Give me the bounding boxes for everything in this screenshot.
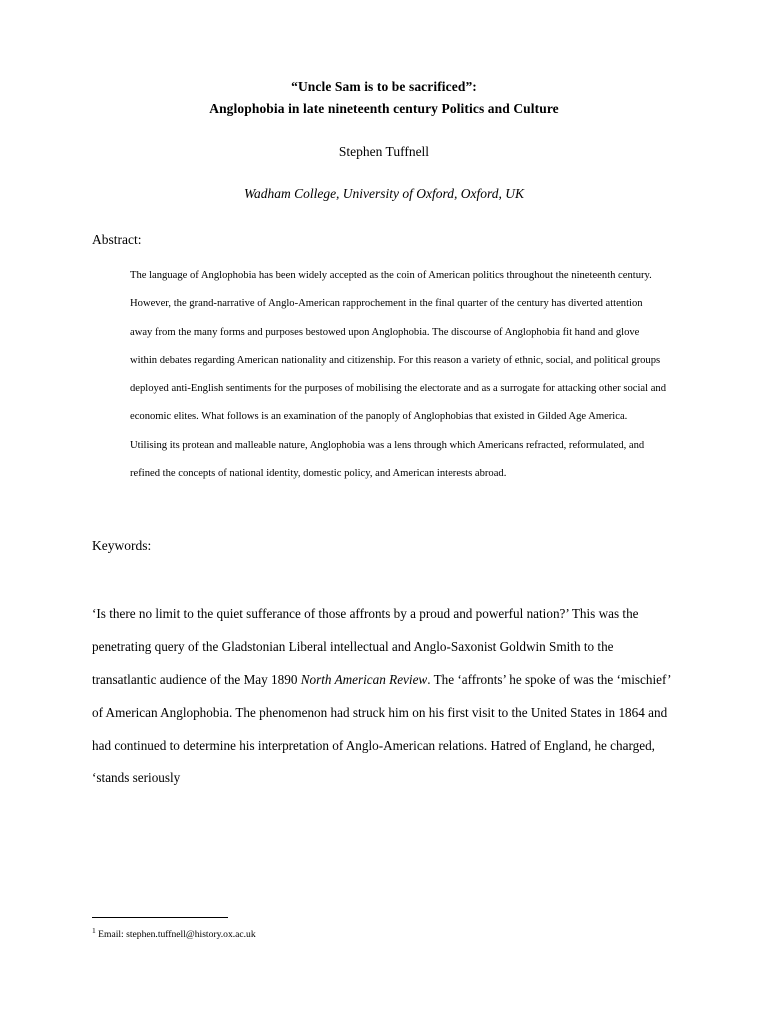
journal-title: North American Review	[300, 671, 428, 687]
keywords-label: Keywords:	[92, 538, 152, 554]
title-line-1: “Uncle Sam is to be sacrificed”:	[291, 79, 477, 94]
body-text-part-1: ‘Is there no limit to the quiet sufferance of those affronts by a proud and powerful nation?’ This was the penetrating query of the Gladstonian Liberal intellectual and Anglo-Saxonist Goldwin Smith to the transatlantic audience of the May 1890	[92, 606, 639, 687]
title-line-2: Anglophobia in late nineteenth century Politics and Culture	[209, 101, 559, 116]
body-paragraph	[92, 598, 676, 795]
author-affiliation: Wadham College, University of Oxford, Oxford, UK	[243, 186, 525, 201]
footnote-marker: 1	[92, 925, 96, 935]
page-title	[92, 76, 676, 120]
abstract-label: Abstract:	[92, 232, 142, 247]
footnote	[92, 924, 256, 942]
author-name: Stephen Tuffnell	[338, 144, 430, 159]
body-text-part-2: . The ‘affronts’ he spoke of was the ‘mischief’ of American Anglophobia. The phenomenon had struck him on his first visit to the United States in 1864 and had continued to determine his interpretation of Anglo-American relations. Hatred of England, he charged, ‘stands seriously	[92, 671, 671, 786]
footnote-text: Email: stephen.tuffnell@history.ox.ac.uk	[95, 929, 256, 940]
abstract-text: The language of Anglophobia has been widely accepted as the coin of American politics throughout the nineteenth century. However, the grand-narrative of Anglo-American rapprochement in the final quarter of the century has diverted attention away from the many forms and purposes bestowed upon Anglophobia. The discourse of Anglophobia fit hand and glove within debates regarding American nationality and citizenship. For this reason a variety of ethnic, social, and political groups deployed anti-English sentiments for the purposes of mobilising the electorate and as a surrogate for attacking other social and economic elites. What follows is an examination of the panoply of Anglophobias that existed in Gilded Age America. Utilising its protean and malleable nature, Anglophobia was a lens through which Americans refracted, reformulated, and refined the concepts of national identity, domestic policy, and American interests abroad.	[130, 270, 667, 480]
footnote-divider	[92, 917, 228, 918]
